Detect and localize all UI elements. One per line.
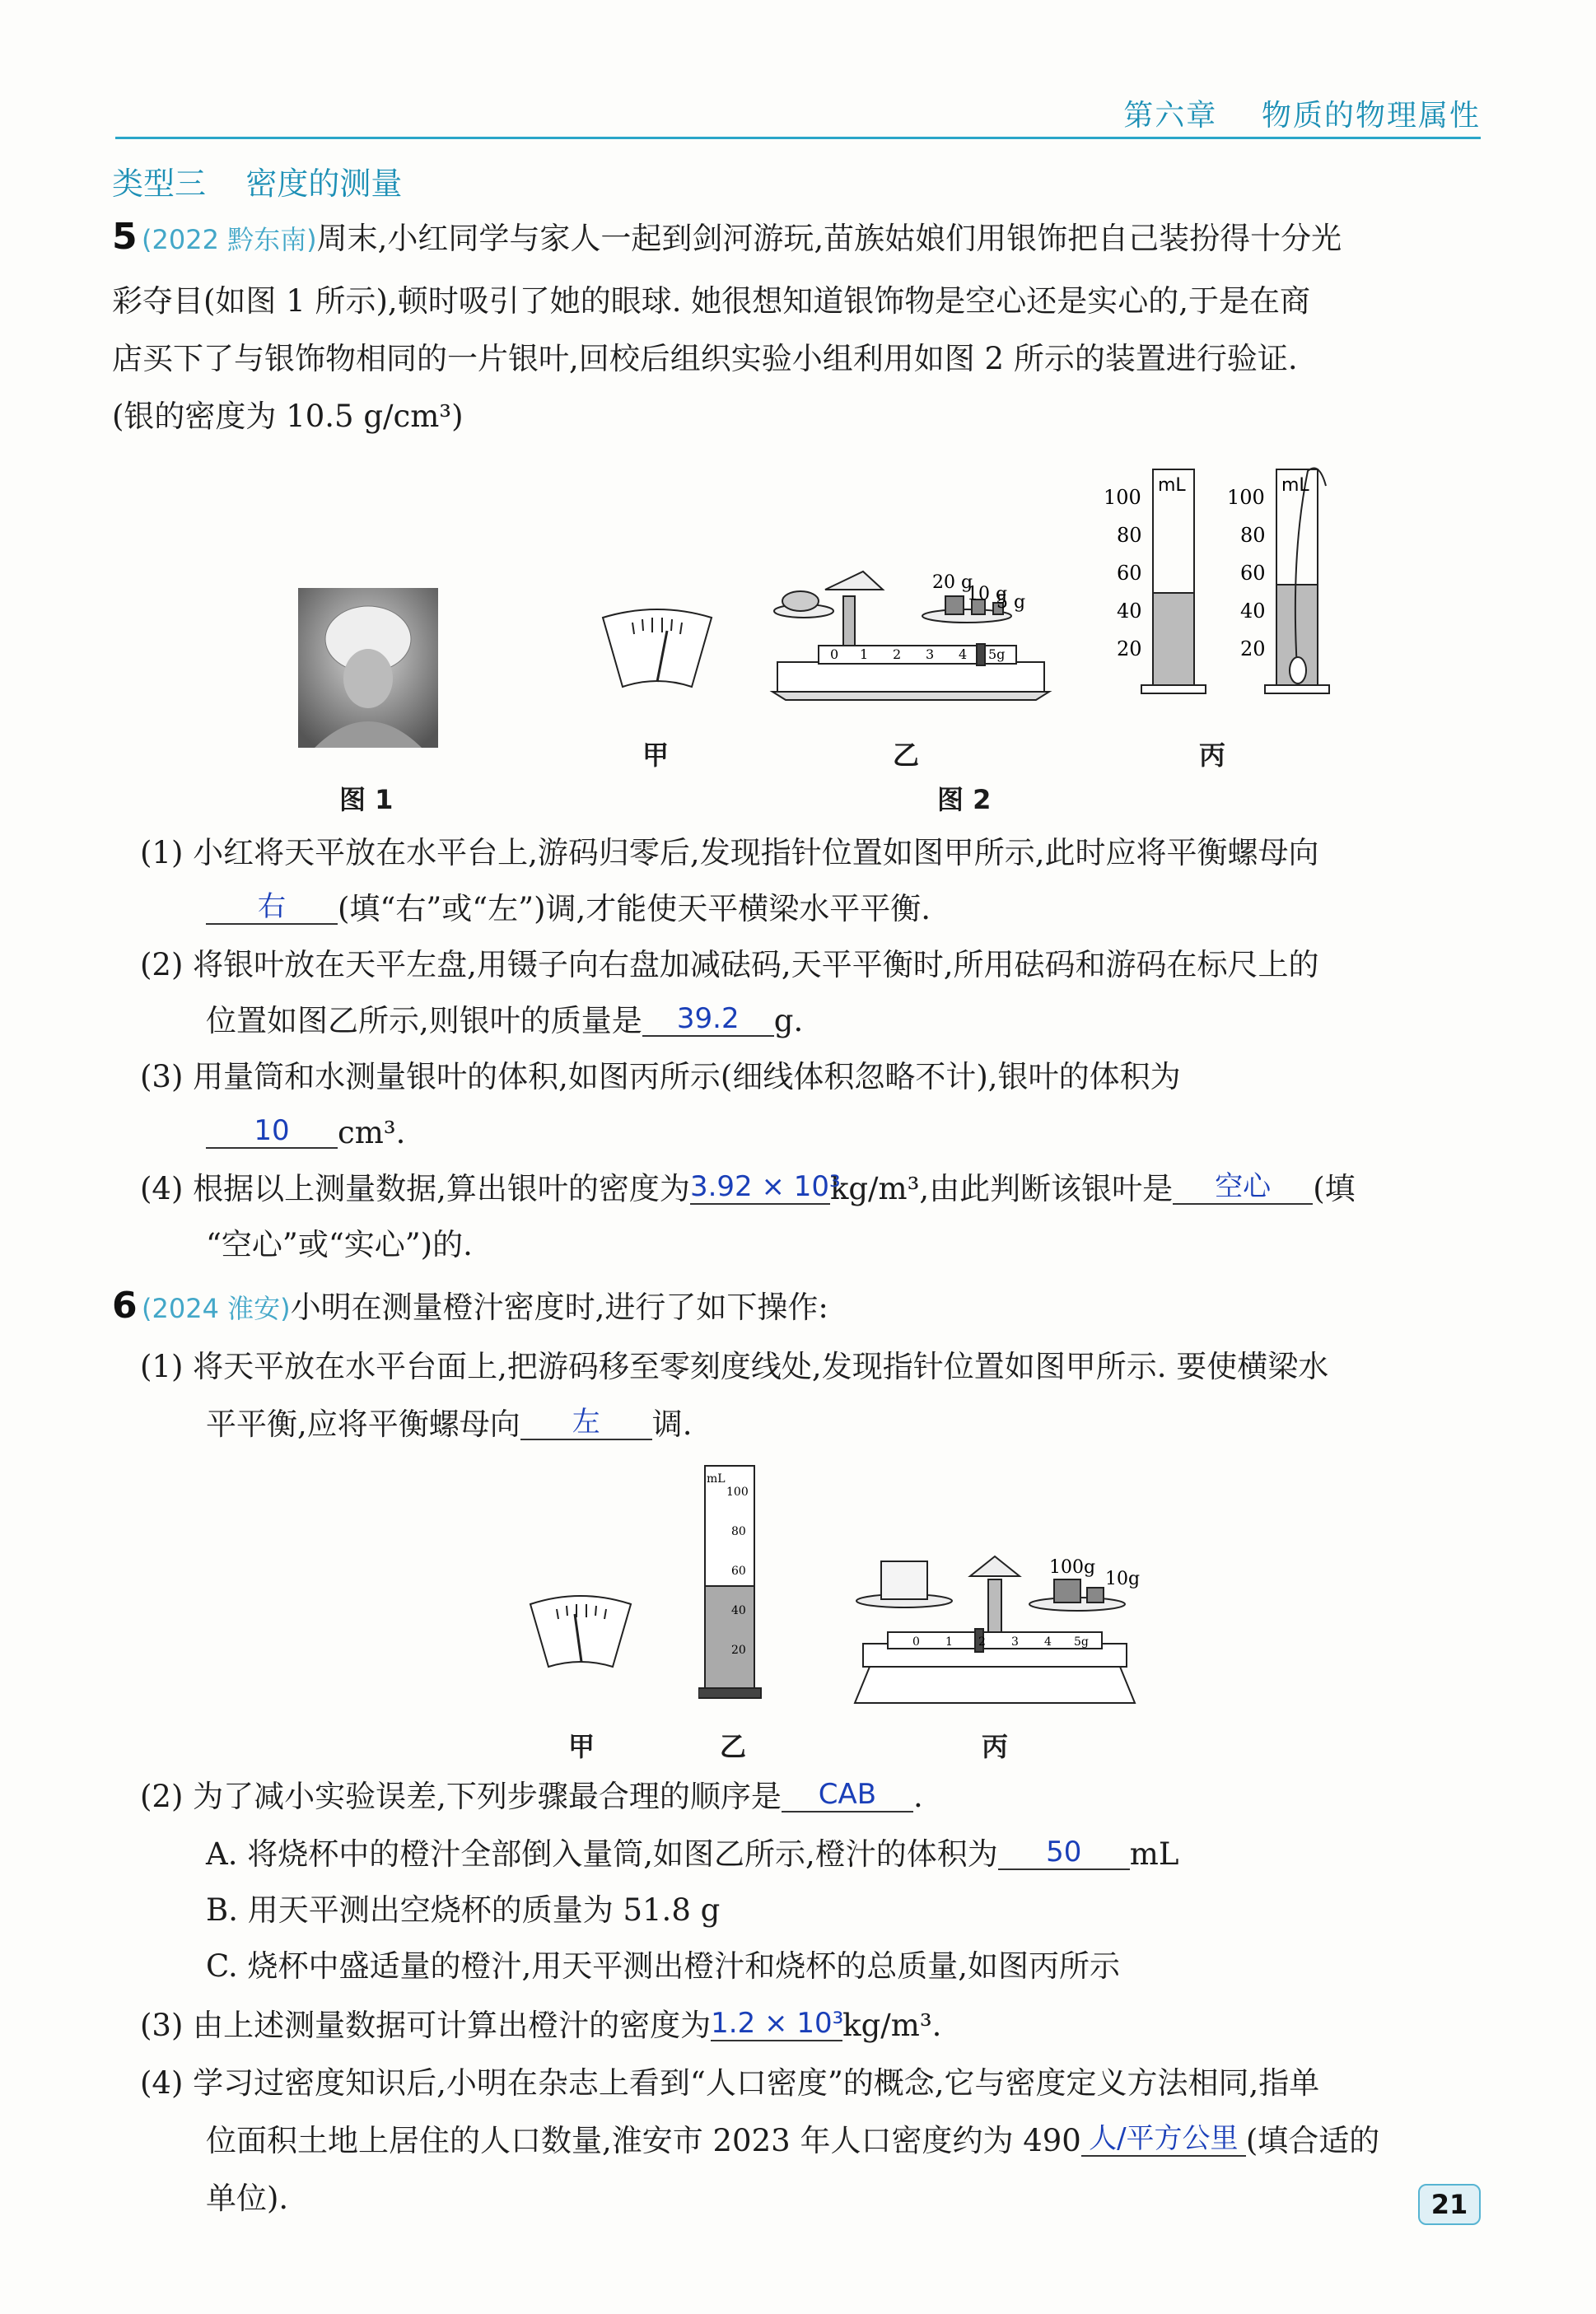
beam6-tick-2: 2 xyxy=(978,1635,986,1649)
q5-source: (2022 黔东南) xyxy=(142,224,317,255)
q6-option-c: C. 烧杯中盛适量的橙汁,用天平测出橙汁和烧杯的总质量,如图丙所示 xyxy=(206,1948,1121,1984)
q5-part1-line2 xyxy=(206,889,931,929)
q6-answer-3[interactable]: 1.2 × 10³ xyxy=(711,2007,844,2040)
q6-source: (2024 淮安) xyxy=(142,1293,291,1324)
q6-stem xyxy=(142,1288,828,1328)
q6-part4-line2 xyxy=(206,2121,1379,2161)
q5-answer-4a[interactable]: 3.92 × 10³ xyxy=(689,1170,841,1203)
q5-part4-text-b: kg/m³,由此判断该银叶是 xyxy=(829,1171,1174,1206)
cyl1-tick-100: 100 xyxy=(1104,486,1141,509)
q6-part4-line3: 单位). xyxy=(206,2181,289,2216)
weight-label-10g-5: 10 g xyxy=(967,584,1008,604)
q5-part2-line2 xyxy=(206,1001,803,1041)
weight-label-5g-5: 5 g xyxy=(996,592,1026,613)
q5-answer-2[interactable]: 39.2 xyxy=(642,1002,774,1037)
balance-bing-6 xyxy=(830,1543,1160,1708)
q5-part2-text: 位置如图乙所示,则银叶的质量是 xyxy=(206,1003,642,1038)
question-number-6: 6 xyxy=(112,1285,138,1327)
beam-tick-5g: 5g xyxy=(988,646,1006,662)
cyl2-tick-40: 40 xyxy=(1240,599,1266,623)
pointer-scale-jia-5 xyxy=(600,606,715,697)
beam-tick-3: 3 xyxy=(926,646,935,662)
pointer-scale-jia-6 xyxy=(527,1593,634,1675)
q6-part1-text: 平平衡,应将平衡螺母向 xyxy=(206,1407,520,1442)
cyl2-tick-80: 80 xyxy=(1240,524,1266,547)
fig1-caption: 图 1 xyxy=(339,784,394,815)
q6-option-a xyxy=(206,1835,1178,1874)
silver-ornament-photo xyxy=(298,588,438,748)
cyl6-tick-40: 40 xyxy=(731,1604,746,1617)
cyl6-tick-80: 80 xyxy=(731,1525,746,1538)
q5-part3-line1: (3) 用量筒和水测量银叶的体积,如图丙所示(细线体积忽略不计),银叶的体积为 xyxy=(140,1059,1181,1094)
cyl2-unit: mL xyxy=(1281,475,1309,496)
chapter-title: 第六章 物质的物理属性 xyxy=(1123,99,1481,133)
q6-answer-volume[interactable]: 50 xyxy=(998,1836,1130,1870)
beam-tick-0: 0 xyxy=(830,646,839,662)
q6-part1-end: 调. xyxy=(651,1407,693,1442)
weight-label-10g-6: 10g xyxy=(1105,1569,1141,1589)
fig2-caption: 图 2 xyxy=(937,784,992,815)
q6-answer-2[interactable]: CAB xyxy=(782,1778,913,1812)
q5-answer-1[interactable]: 右 xyxy=(206,890,338,925)
q6-part3-line xyxy=(140,2006,941,2046)
cyl1-tick-60: 60 xyxy=(1117,562,1142,585)
q6-part3-text: (3) 由上述测量数据可计算出橙汁的密度为 xyxy=(140,2008,712,2043)
q6-part2-text: (2) 为了减小实验误差,下列步骤最合理的顺序是 xyxy=(140,1779,782,1814)
section-title: 类型三 密度的测量 xyxy=(112,166,403,202)
q5-part4-line1 xyxy=(140,1169,1356,1209)
beam6-tick-0: 0 xyxy=(912,1635,920,1649)
question-number-5: 5 xyxy=(112,216,138,258)
cyl1-tick-20: 20 xyxy=(1117,637,1142,660)
q6-part4-line1: (4) 学习过密度知识后,小明在杂志上看到“人口密度”的概念,它与密度定义方法相同,指单 xyxy=(140,2065,1320,2101)
q5-stem-text1: 周末,小红同学与家人一起到剑河游玩,苗族姑娘们用银饰把自己装扮得十分光 xyxy=(316,221,1342,256)
cyl2-tick-60: 60 xyxy=(1240,562,1266,585)
q5-answer-3[interactable]: 10 xyxy=(206,1114,338,1149)
q6-stem-text: 小明在测量橙汁密度时,进行了如下操作: xyxy=(290,1290,828,1325)
weight-label-100g-6: 100g xyxy=(1049,1557,1096,1578)
q5-part4-text-a: (4) 根据以上测量数据,算出银叶的密度为 xyxy=(140,1171,690,1206)
q5-part4-text-c: (填 xyxy=(1313,1171,1356,1206)
cyl1-tick-80: 80 xyxy=(1117,524,1142,547)
q6-part4-end: (填合适的 xyxy=(1245,2123,1380,2158)
cyl6-tick-20: 20 xyxy=(731,1644,746,1657)
q5-part2-line1: (2) 将银叶放在天平左盘,用镊子向右盘加减砝码,天平平衡时,所用砝码和游码在标尺上的 xyxy=(140,947,1319,982)
q6-option-a-unit: mL xyxy=(1129,1836,1179,1872)
beam6-tick-4: 4 xyxy=(1044,1635,1052,1649)
fig2-label-yi: 乙 xyxy=(893,739,920,771)
q5-answer-4b[interactable]: 空心 xyxy=(1173,1170,1313,1205)
cylinder-yi-6 xyxy=(698,1463,764,1701)
beam-tick-1: 1 xyxy=(860,646,869,662)
q6-part2-line xyxy=(140,1777,923,1817)
q5-stem-line3: 店买下了与银饰物相同的一片银叶,回校后组织实验小组利用如图 2 所示的装置进行验证. xyxy=(112,341,1298,376)
balance-yi-5 xyxy=(761,553,1061,702)
q6-part1-line2 xyxy=(206,1405,693,1444)
q5-stem-line1 xyxy=(142,219,1342,259)
q6-part4-text: 位面积土地上居住的人口数量,淮安市 2023 年人口密度约为 490 xyxy=(206,2123,1081,2158)
q5-part3-line2 xyxy=(206,1113,405,1153)
beam6-tick-3: 3 xyxy=(1011,1635,1019,1649)
q6-part3-unit: kg/m³. xyxy=(842,2008,942,2043)
page-number: 21 xyxy=(1418,2184,1481,2225)
beam-tick-2: 2 xyxy=(893,646,902,662)
weight-label-20g-5: 20 g xyxy=(932,572,973,593)
cyl1-unit: mL xyxy=(1158,475,1186,496)
cyl6-tick-100: 100 xyxy=(726,1486,749,1499)
q6-part1-line1: (1) 将天平放在水平台面上,把游码移至零刻度线处,发现指针位置如图甲所示. 要使横梁水 xyxy=(140,1349,1329,1384)
cyl6-tick-60: 60 xyxy=(731,1565,746,1578)
cyl1-tick-40: 40 xyxy=(1117,599,1142,623)
cyl2-tick-20: 20 xyxy=(1240,637,1266,660)
q5-stem-line4: (银的密度为 10.5 g/cm³) xyxy=(112,399,464,434)
fig2-label-jia: 甲 xyxy=(642,739,670,771)
q6-fig-label-bing: 丙 xyxy=(982,1731,1009,1762)
cyl2-tick-100: 100 xyxy=(1227,486,1265,509)
q5-part1-text: (填“右”或“左”)调,才能使天平横梁水平平衡. xyxy=(338,891,931,926)
beam-tick-4: 4 xyxy=(959,646,968,662)
q5-part1-line1: (1) 小红将天平放在水平台上,游码归零后,发现指针位置如图甲所示,此时应将平衡螺母向 xyxy=(140,835,1319,870)
cylinders-bing-5 xyxy=(1104,461,1359,700)
q5-stem-line2: 彩夺目(如图 1 所示),顿时吸引了她的眼球. 她很想知道银饰物是空心还是实心的,于是在商 xyxy=(112,283,1310,319)
q6-answer-1[interactable]: 左 xyxy=(520,1406,652,1440)
q6-fig-label-yi: 乙 xyxy=(720,1731,747,1762)
beam6-tick-5g: 5g xyxy=(1074,1635,1089,1649)
fig2-label-bing: 丙 xyxy=(1199,739,1226,771)
q6-option-a-text: A. 将烧杯中的橙汁全部倒入量筒,如图乙所示,橙汁的体积为 xyxy=(206,1836,998,1872)
q6-option-b: B. 用天平测出空烧杯的质量为 51.8 g xyxy=(206,1892,721,1928)
q6-answer-4[interactable]: 人/平方公里 xyxy=(1081,2122,1246,2157)
q5-part2-unit: g. xyxy=(773,1003,804,1038)
q6-fig-label-jia: 甲 xyxy=(568,1731,595,1762)
q5-part4-line2: “空心”或“实心”)的. xyxy=(206,1227,473,1262)
header-rule xyxy=(115,137,1481,139)
q5-part3-unit: cm³. xyxy=(338,1115,406,1150)
q6-part2-end: . xyxy=(912,1779,923,1814)
cyl6-unit: mL xyxy=(707,1472,726,1486)
beam6-tick-1: 1 xyxy=(945,1635,953,1649)
